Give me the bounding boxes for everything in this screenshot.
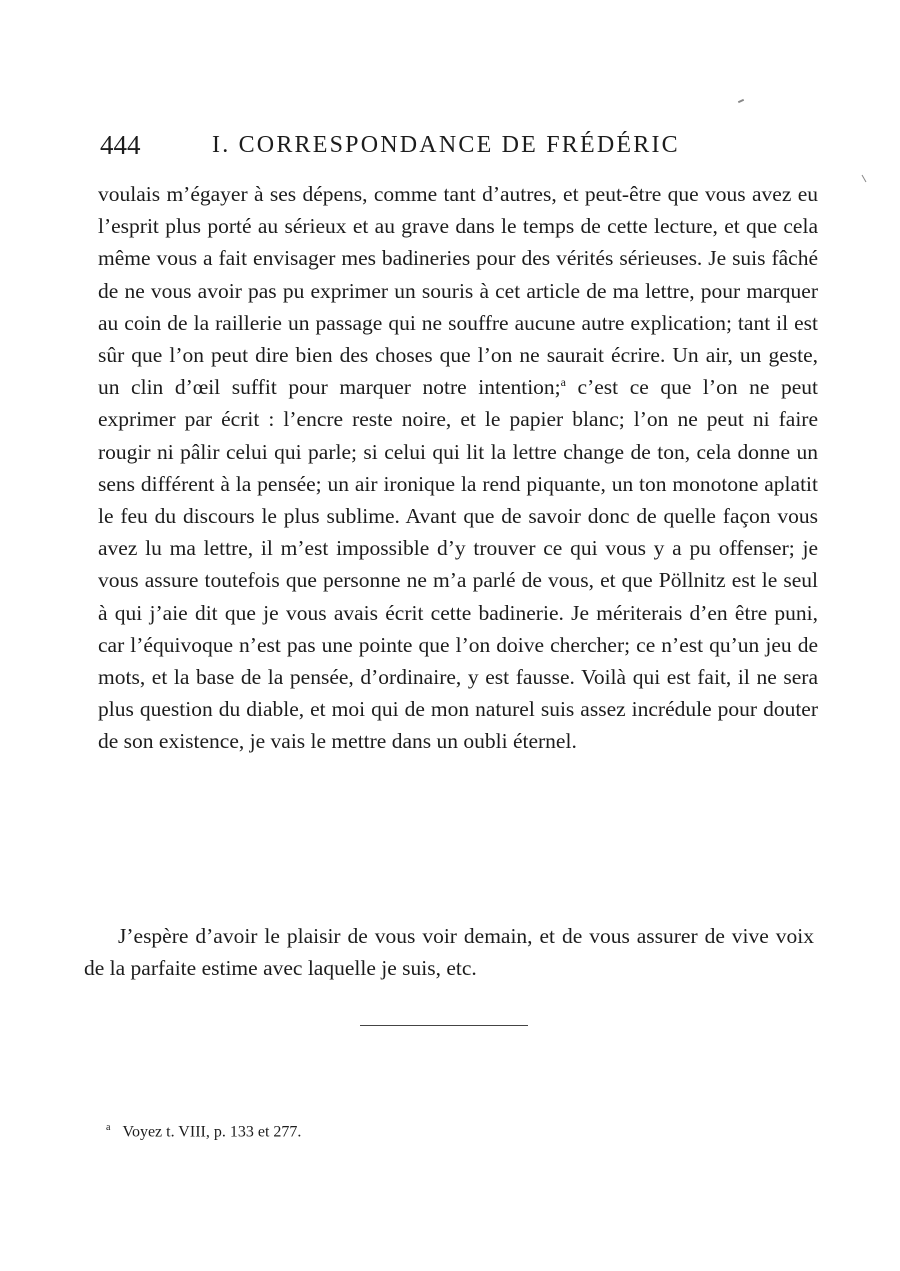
- scan-speck: [862, 175, 867, 182]
- running-head: [100, 130, 820, 164]
- paragraph-1: [98, 178, 818, 758]
- footnote-marker: a: [106, 1122, 111, 1133]
- footnote-text: Voyez t. VIII, p. 133 et 277.: [122, 1123, 302, 1141]
- page-number: 444: [100, 130, 141, 160]
- separator-rule: [360, 1025, 528, 1026]
- letter-body: [98, 178, 818, 758]
- footnote: [106, 1122, 301, 1141]
- scan-speck: [738, 99, 744, 103]
- paragraph-1-text-a: voulais m’égayer à ses dépens, comme tant d’autres, et peut-être que vous avez eu l’esprit plus porté au sérieux et au grave dans le temps de cette lecture, et que cela même vous a fait envisager mes badineries pour des vérités sérieuses. Je suis fâché de ne vous avoir pas pu exprimer un souris à cet article de ma lettre, pour marquer au coin de la raillerie un passage qui ne souffre aucune autre explication; tant il est sûr que l’on peut dire bien des choses que l’on ne saurait écrire. Un air, un geste, un clin d’œil suffit pour marquer notre intention;: [98, 182, 818, 400]
- running-title: I. CORRESPONDANCE DE FRÉDÉRIC: [212, 132, 680, 158]
- paragraph-1-text-b: c’est ce que l’on ne peut exprimer par écrit : l’encre reste noire, et le papier blanc; l’on ne peut ni faire rougir ni pâlir celui qui parle; si celui qui lit la lettre change de ton, cela donne un sens différent à la pensée; un air ironique la rend piquante, un ton monotone aplatit le feu du discours le plus sublime. Avant que de savoir donc de quelle façon vous avez lu ma lettre, il m’est impossible d’y trouver ce qui vous y a pu offenser; je vous assure toutefois que personne ne m’a parlé de vous, et que Pöllnitz est le seul à qui j’aie dit que je vous avais écrit cette badinerie. Je mériterais d’en être puni, car l’équivoque n’est pas une pointe que l’on doive chercher; ce n’est qu’un jeu de mots, et la base de la pensée, d’ordinaire, y est fausse. Voilà qui est fait, il ne sera plus question du diable, et moi qui de mon naturel suis assez incrédule pour douter de son existence, je vais le mettre dans un oubli éternel.: [98, 375, 818, 754]
- footnote-reference[interactable]: a: [560, 375, 566, 390]
- paragraph-2: J’espère d’avoir le plaisir de vous voir demain, et de vous assurer de vive voix de la parfaite estime avec laquelle je suis, etc.: [84, 923, 814, 980]
